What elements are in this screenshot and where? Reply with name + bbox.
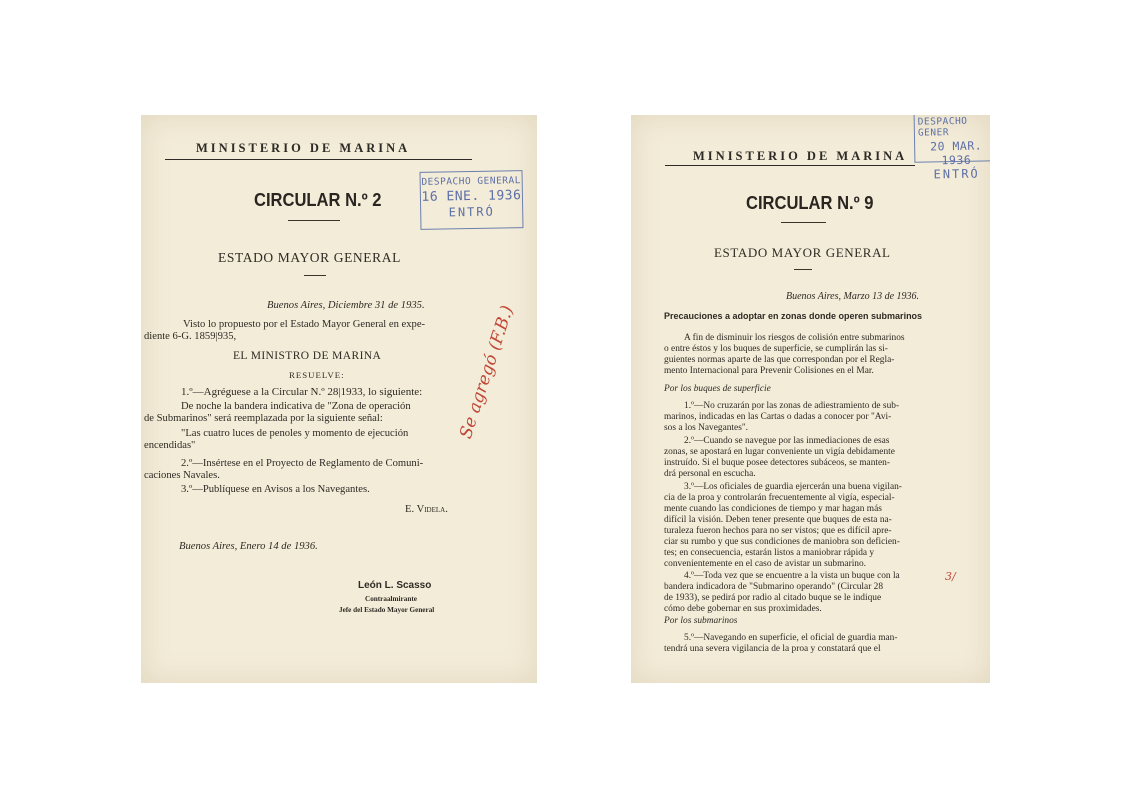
body-line: 3.º—Los oficiales de guardia ejercerán una buena vigilan- bbox=[684, 482, 902, 492]
received-stamp: DESPACHO GENER 20 MAR. 1936 ENTRÓ bbox=[914, 115, 990, 163]
document-page-right bbox=[631, 115, 990, 683]
resolves-heading: RESUELVE: bbox=[289, 370, 345, 380]
body-line: tendrá una severa vigilancia de la proa y constatará que el bbox=[664, 644, 881, 654]
signer-rank: Contraalmirante bbox=[365, 595, 417, 603]
body-line: drá personal en escucha. bbox=[664, 469, 756, 479]
circular-title: CIRCULAR N.º 9 bbox=[746, 193, 874, 213]
date-line: Buenos Aires, Marzo 13 de 1936. bbox=[786, 291, 920, 302]
body-line: cia de la proa y controlarán frecuentemente al vigía, especial- bbox=[664, 493, 895, 503]
handwritten-note: Se agregó (F.B.) bbox=[456, 303, 518, 442]
body-line: zonas, se apostará en lugar conveniente un vigía debidamente bbox=[664, 447, 895, 457]
body-line: ciar su rumbo y que sus condiciones de maniobra son deficien- bbox=[664, 537, 900, 547]
ministry-header: MINISTERIO DE MARINA bbox=[196, 141, 411, 155]
signer-role: Jefe del Estado Mayor General bbox=[339, 606, 435, 614]
body-line: 5.º—Navegando en superficie, el oficial de guardia man- bbox=[684, 633, 898, 643]
body-line: tes; en consecuencia, estarán listos a maniobrar rápida y bbox=[664, 548, 875, 558]
body-line: sos a los Navegantes". bbox=[664, 423, 749, 433]
body-line: difícil la visión. Deben tener presente que buques de esta na- bbox=[664, 515, 892, 525]
body-line: bandera indicadora de "Submarino operando" (Circular 28 bbox=[664, 582, 884, 592]
subsection-heading: Por los buques de superficie bbox=[664, 384, 771, 394]
body-line: o entre éstos y los buques de superficie, se cumplirán las si- bbox=[664, 344, 888, 354]
article-2-text: caciones Navales. bbox=[144, 470, 220, 481]
staff-heading: ESTADO MAYOR GENERAL bbox=[714, 245, 891, 260]
body-line: turaleza fueron hechos para no ser vistos; que es difícil apre- bbox=[664, 526, 892, 536]
body-line: convenientemente en el caso de avistar un submarino. bbox=[664, 559, 867, 569]
signature-scasso: León L. Scasso bbox=[358, 580, 432, 591]
signature-videla: E. Videla. bbox=[405, 504, 448, 515]
header-rule bbox=[665, 165, 915, 166]
article-3: 3.º—Publíquese en Avisos a los Navegantes. bbox=[181, 484, 370, 495]
body-line: mento Internacional para Prevenir Colisiones en el Mar. bbox=[664, 366, 874, 376]
staff-heading: ESTADO MAYOR GENERAL bbox=[218, 250, 401, 265]
ministry-header: MINISTERIO DE MARINA bbox=[693, 149, 908, 163]
staff-rule bbox=[304, 275, 326, 276]
body-line: guientes normas aparte de las que correspondan por el Regla- bbox=[664, 355, 895, 365]
header-rule bbox=[165, 159, 472, 160]
second-date-line: Buenos Aires, Enero 14 de 1936. bbox=[179, 541, 318, 552]
date-line: Buenos Aires, Diciembre 31 de 1935. bbox=[267, 300, 425, 311]
body-line: cómo debe gobernar en sus proximidades. bbox=[664, 604, 822, 614]
body-line: mente cuando las condiciones de tiempo y mar hagan más bbox=[664, 504, 882, 514]
circular-title: CIRCULAR N.º 2 bbox=[254, 190, 382, 210]
body-line: de 1933), se pedirá por radio al citado buque se le indique bbox=[664, 593, 882, 603]
body-line: 4.º—Toda vez que se encuentre a la vista un buque con la bbox=[684, 571, 900, 581]
title-rule bbox=[288, 220, 340, 221]
body-line: marinos, indicadas en las Cartas o dadas a conocer por "Avi- bbox=[664, 412, 892, 422]
minister-heading: EL MINISTRO DE MARINA bbox=[233, 350, 382, 362]
article-1-text: De noche la bandera indicativa de "Zona de operación bbox=[181, 401, 411, 412]
margin-note: 3/ bbox=[945, 570, 956, 583]
body-line: A fin de disminuir los riesgos de colisión entre submarinos bbox=[684, 333, 905, 343]
title-rule bbox=[781, 222, 826, 223]
body-line: 2.º—Cuando se navegue por las inmediaciones de esas bbox=[684, 436, 890, 446]
article-1-text: de Submarinos" será reemplazada por la siguiente señal: bbox=[144, 413, 383, 424]
body-line: Visto lo propuesto por el Estado Mayor General en expe- bbox=[183, 319, 426, 330]
section-heading: Precauciones a adoptar en zonas donde operen submarinos bbox=[664, 311, 923, 321]
document-page-left bbox=[141, 115, 537, 683]
received-stamp: DESPACHO GENERAL 16 ENE. 1936 ENTRÓ bbox=[420, 170, 524, 230]
body-line: diente 6-G. 1859|935, bbox=[144, 331, 237, 342]
article-2: 2.º—Insértese en el Proyecto de Reglamento de Comuni- bbox=[181, 458, 424, 469]
article-1-text: "Las cuatro luces de penoles y momento de ejecución bbox=[181, 428, 409, 439]
article-1: 1.º—Agréguese a la Circular N.º 28|1933, lo siguiente: bbox=[181, 386, 423, 398]
staff-rule bbox=[794, 269, 812, 270]
subsection-heading: Por los submarinos bbox=[664, 616, 738, 626]
body-line: instruído. Si el buque posee detectores subáceos, se manten- bbox=[664, 458, 890, 468]
body-line: 1.º—No cruzarán por las zonas de adiestramiento de sub- bbox=[684, 401, 900, 411]
article-1-text: encendidas" bbox=[144, 440, 196, 451]
